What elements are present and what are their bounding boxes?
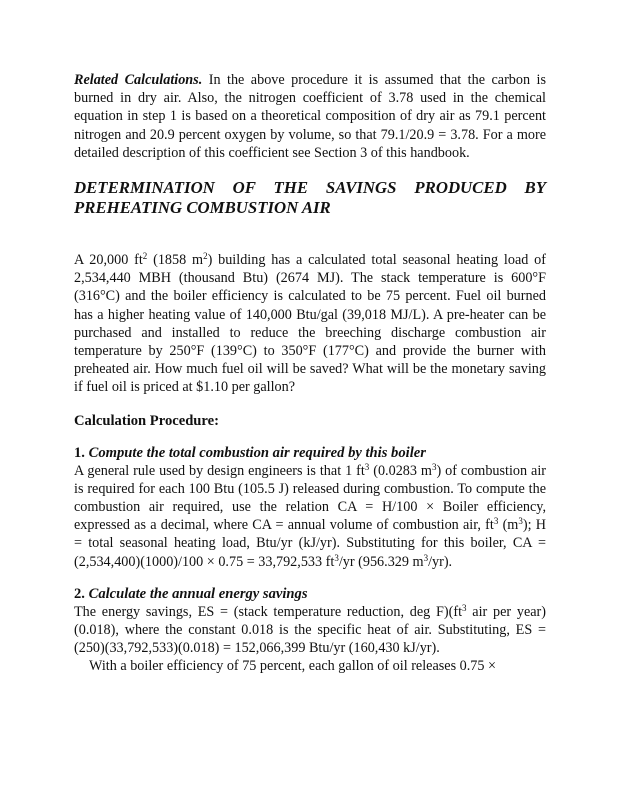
section-heading-line-1: DETERMINATION OF THE SAVINGS PRODUCED BY <box>74 178 546 198</box>
step-2-continuation: With a boiler efficiency of 75 percent, each gallon of oil releases 0.75 × <box>89 658 497 675</box>
step-1-heading: 1. Compute the total combustion air required by this boiler <box>74 444 426 461</box>
document-page <box>74 71 546 676</box>
related-calculations-lead: Related Calculations. <box>74 72 203 88</box>
section-heading-line-2: PREHEATING COMBUSTION AIR <box>74 198 331 218</box>
step-1-body: A general rule used by design engineers is that 1 $ft^3$ (0.0283 $m^3$) of combustion air is required for each 100 Btu (105.5 J) released during combustion. To compute the combustion air required, use the relation CA = H/100 × Boiler efficiency, expressed as a decimal, where CA = annual volume of combustion air, $ft^3$ $(m^3)$; H = total seasonal heating load, Btu/yr (kJ/yr). Substituting for this boiler, CA = (2,534,400)(1000)/100 × 0.75 = 33,792,533 $ft^3/yr$ (956.329 $m^3/yr$). <box>74 461 547 570</box>
problem-statement: A 20,000 $ft^2$ (1858 $m^2$) building has a calculated total seasonal heating load of 2,534,440 MBH (thousand Btu) (2674 MJ). The stack temperature is 600°F (316°C) and the boiler efficiency is calculated to be 75 percent. Fuel oil burned has a higher heating value of 140,000 Btu/gal (39,018 MJ/L). A pre-heater can be purchased and installed to reduce the breeching discharge combustion air temperature by 250°F (139°C) to 350°F (177°C) and provide the burner with preheated air. How much fuel oil will be saved? What will be the monetary saving if fuel oil is priced at $1.10 per gallon? <box>74 251 546 396</box>
section-heading <box>74 178 546 218</box>
step-2-body: The energy savings, ES = (stack temperature reduction, deg $F)(ft^3$ air per year)(0.018), where the constant 0.018 is the specific heat of air. Substituting, ES = (250)(33,792,533)(0.018) = 152,066,399 Btu/yr (160,430 kJ/yr). <box>74 602 546 657</box>
calculation-procedure-heading: Calculation Procedure: <box>74 412 219 429</box>
related-calculations-text: In the above procedure it is assumed that the carbon is burned in dry air. Also, the nitrogen coefficient of 3.78 used in the chemical equation in step 1 is based on a theoretical composition of dry air as 79.1 percent nitrogen and 20.9 percent oxygen by volume, so that 79.1/20.9 = 3.78. For a more detailed description of this coefficient see Section 3 of this handbook. <box>74 72 546 161</box>
related-calculations-paragraph <box>74 71 546 162</box>
step-2-heading: 2. Calculate the annual energy savings <box>74 585 308 602</box>
